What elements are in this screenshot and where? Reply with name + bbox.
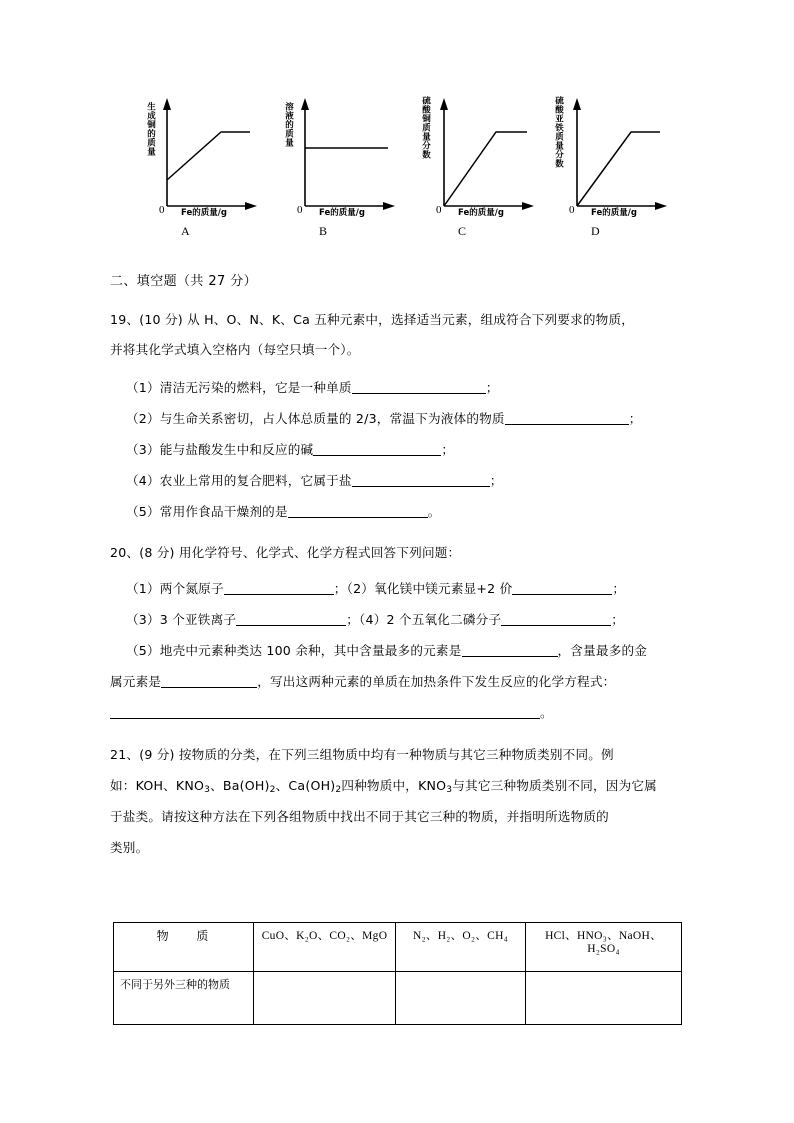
table-header-substance-label: 物 质 bbox=[156, 929, 221, 943]
q19-answer-blank-1[interactable] bbox=[352, 393, 486, 394]
q19-item-3-end: ； bbox=[441, 442, 455, 457]
q19-item-2 bbox=[126, 404, 688, 434]
q19-answer-blank-4[interactable] bbox=[352, 486, 490, 487]
q19-item-5 bbox=[126, 497, 688, 527]
q20-answer-blank-3[interactable] bbox=[236, 625, 346, 626]
chart-c-letter: C bbox=[458, 224, 467, 238]
q20-item-1-text: （1）两个氮原子 bbox=[126, 581, 224, 596]
chart-c-y-label: 硫酸铜质量分数 bbox=[420, 96, 431, 159]
q19-stem-line2: 并将其化学式填入空格内（每空只填一个）。 bbox=[110, 342, 360, 357]
chart-a-origin: 0 bbox=[159, 204, 165, 216]
q20-item-5-text-c: 属元素是 bbox=[110, 674, 162, 689]
chart-d-x-label: Fe的质量/g bbox=[591, 208, 637, 218]
q21-sub-2: 2 bbox=[269, 784, 276, 795]
section-heading: 二、填空题（共 27 分） bbox=[110, 274, 258, 289]
q20-item-5-text-a: （5）地壳中元素种类达 100 余种，其中含量最多的元素是 bbox=[126, 643, 462, 658]
chart-d-letter: D bbox=[591, 224, 600, 238]
q19-item-1 bbox=[126, 373, 688, 403]
chart-a-x-label: Fe的质量/g bbox=[181, 208, 227, 218]
q20-answer-blank-5b[interactable] bbox=[161, 687, 257, 688]
q20-item-5-end: 。 bbox=[540, 705, 553, 720]
chart-b bbox=[261, 88, 401, 253]
q20-line-5 bbox=[110, 698, 688, 728]
q19-item-5-text: （5）常用作食品干燥剂的是 bbox=[126, 504, 288, 519]
table-group-3-formulas: HCl、HNO₃、NaOH、H₂SO₄ bbox=[526, 923, 682, 972]
q20-sep-3: ； bbox=[346, 612, 359, 627]
q20-item-3-text: （3）3 个亚铁离子 bbox=[126, 612, 237, 627]
q21-line-2-c: 、Ca(OH) bbox=[275, 778, 336, 793]
table-answer-cell-1[interactable] bbox=[254, 972, 396, 1025]
chart-d bbox=[533, 88, 673, 253]
table-row bbox=[114, 972, 682, 1025]
q20-answer-blank-5a[interactable] bbox=[462, 656, 558, 657]
q20-sep-2: ； bbox=[612, 581, 626, 596]
table-group-2-formulas: N₂、H₂、O₂、CH₄ bbox=[396, 923, 526, 972]
q20-line-1 bbox=[126, 574, 688, 604]
chart-b-plot bbox=[261, 88, 401, 218]
table-row-label-different-substance: 不同于另外三种的物质 bbox=[114, 972, 254, 1025]
chart-b-x-label: Fe的质量/g bbox=[319, 208, 365, 218]
substance-classification-table bbox=[113, 922, 682, 1025]
q21-line-2-a: 如：KOH、KNO bbox=[110, 778, 205, 793]
table-header-substance bbox=[114, 923, 254, 972]
q20-item-5-text-b: ，含量最多的金 bbox=[557, 643, 648, 658]
q21-line-3: 于盐类。请按这种方法在下列各组物质中找出不同于其它三种的物质，并指明所选物质的 bbox=[110, 809, 609, 824]
q20-sep-4: ； bbox=[611, 612, 625, 627]
q20-line-3 bbox=[126, 636, 688, 666]
q19-item-4-text: （4）农业上常用的复合肥料，它属于盐 bbox=[126, 473, 352, 488]
q19-answer-blank-5[interactable] bbox=[288, 517, 428, 518]
q21-sub-3: 2 bbox=[335, 784, 342, 795]
q19-answer-blank-3[interactable] bbox=[313, 455, 441, 456]
table-group-1-formulas: CuO、K₂O、CO₂、MgO bbox=[254, 923, 396, 972]
q20-answer-blank-4[interactable] bbox=[501, 625, 611, 626]
table-answer-cell-2[interactable] bbox=[396, 972, 526, 1025]
q20-sep-1: ； bbox=[333, 581, 347, 596]
q20-item-5-text-d: ，写出这两种元素的单质在加热条件下发生反应的化学方程式： bbox=[257, 674, 616, 689]
q21-line-2-d: 四种物质中，KNO bbox=[341, 778, 447, 793]
chart-a-letter: A bbox=[181, 224, 190, 238]
q20-answer-blank-1[interactable] bbox=[224, 594, 334, 595]
q21-line-2 bbox=[110, 771, 688, 805]
chart-a-plot bbox=[123, 88, 263, 218]
q19-item-4 bbox=[126, 466, 688, 496]
q21-sub-4: 3 bbox=[446, 784, 453, 795]
chart-d-y-label: 硫酸亚铁质量分数 bbox=[553, 96, 564, 168]
chart-a bbox=[123, 88, 263, 253]
chart-b-letter: B bbox=[319, 224, 328, 238]
chart-c-origin: 0 bbox=[436, 204, 442, 216]
chart-b-origin: 0 bbox=[297, 204, 303, 216]
q20-line-4 bbox=[110, 667, 688, 697]
q19-stem-line1: 19、(10 分) 从 H、O、N、K、Ca 五种元素中，选择适当元素，组成符合下列要求的物质， bbox=[110, 312, 635, 327]
q19-item-5-end: 。 bbox=[427, 504, 441, 519]
q19-item-2-end: ； bbox=[628, 411, 642, 426]
table-row bbox=[114, 923, 682, 972]
q20-item-2-text: （2）氧化镁中镁元素显+2 价 bbox=[346, 581, 513, 596]
q20-item-4-text: （4）2 个五氧化二磷分子 bbox=[358, 612, 502, 627]
q21-line-2-b: 、Ba(OH) bbox=[210, 778, 270, 793]
q19-item-4-end: ； bbox=[489, 473, 503, 488]
q19-item-1-text: （1）清洁无污染的燃料，它是一种单质 bbox=[126, 380, 352, 395]
chart-a-y-label: 生成铜的质量 bbox=[145, 102, 156, 156]
q20-answer-blank-2[interactable] bbox=[512, 594, 612, 595]
q21-sub-1: 3 bbox=[204, 784, 211, 795]
q19-item-3-text: （3）能与盐酸发生中和反应的碱 bbox=[126, 442, 314, 457]
q19-item-1-end: ； bbox=[485, 380, 499, 395]
q21-line-4: 类别。 bbox=[110, 840, 149, 855]
q21-line-2-e: 与其它三种物质类别不同，因为它属 bbox=[452, 778, 657, 793]
q19-answer-blank-2[interactable] bbox=[505, 424, 629, 425]
q19-item-2-text: （2）与生命关系密切，占人体总质量的 2/3，常温下为液体的物质 bbox=[126, 411, 505, 426]
chart-b-y-label: 溶液的质量 bbox=[283, 102, 294, 147]
chart-d-origin: 0 bbox=[569, 204, 575, 216]
q20-answer-blank-equation[interactable] bbox=[110, 718, 540, 719]
chart-c bbox=[400, 88, 540, 253]
q19-item-3 bbox=[126, 435, 688, 465]
q20-stem: 20、(8 分) 用化学符号、化学式、化学方程式回答下列问题： bbox=[110, 545, 461, 560]
table-answer-cell-3[interactable] bbox=[526, 972, 682, 1025]
q20-line-2 bbox=[126, 605, 688, 635]
charts-row bbox=[113, 88, 683, 253]
q21-line-1: 21、(9 分) 按物质的分类，在下列三组物质中均有一种物质与其它三种物质类别不同。例 bbox=[110, 747, 614, 762]
chart-c-x-label: Fe的质量/g bbox=[458, 208, 504, 218]
